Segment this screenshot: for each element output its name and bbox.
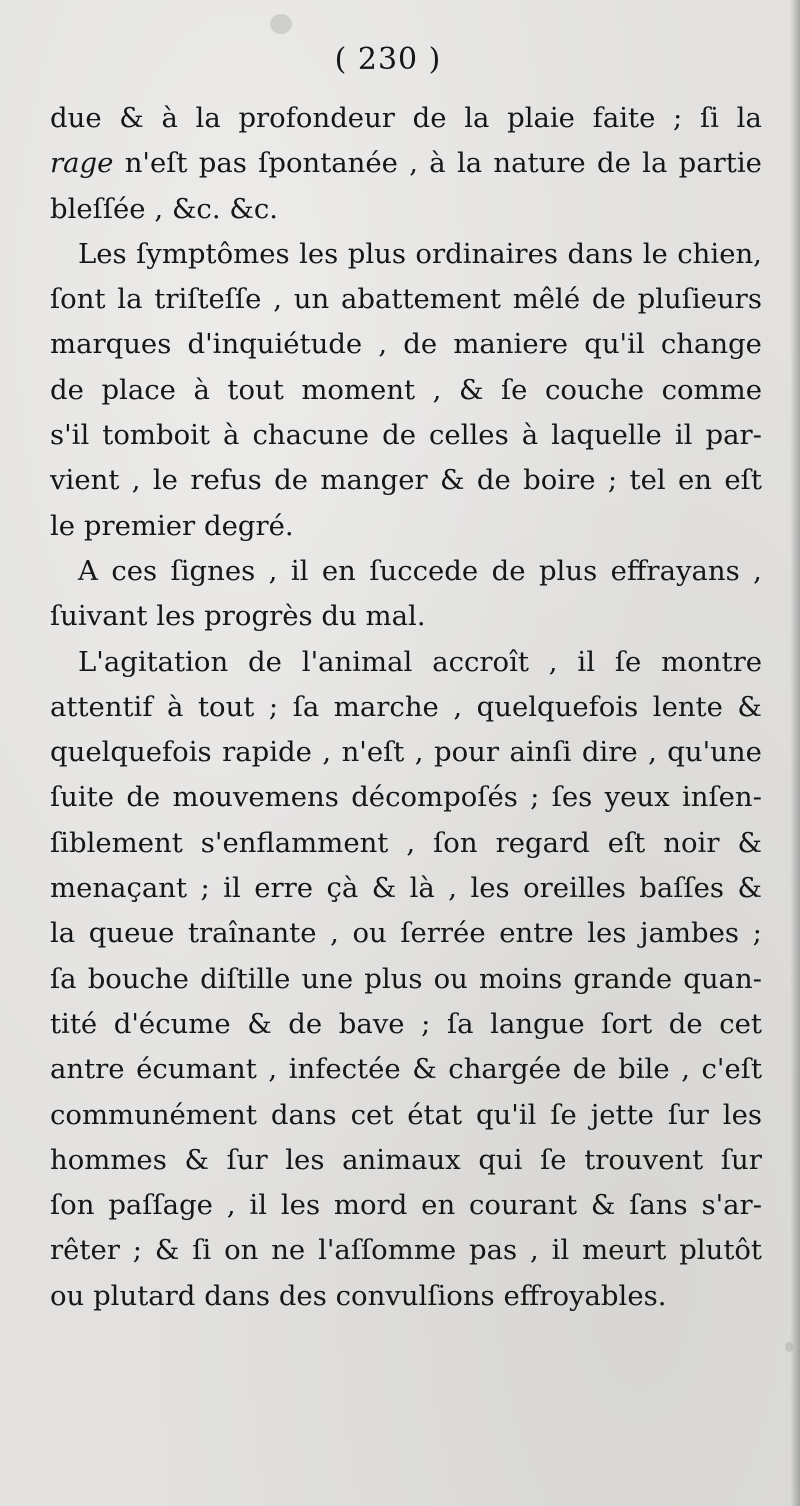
text-word: de	[491, 554, 526, 587]
text-word: l'animal	[301, 645, 413, 678]
text-word: &	[184, 1143, 209, 1176]
text-line	[50, 549, 762, 594]
text-line	[50, 775, 762, 820]
text-word: Les	[78, 237, 127, 270]
text-word: couche	[544, 373, 645, 406]
text-word: ne	[271, 1234, 306, 1267]
text-word: il	[249, 1189, 268, 1222]
text-word: refus	[190, 464, 262, 497]
text-word: ,	[409, 147, 418, 180]
text-word: &	[737, 872, 762, 905]
text-word: ſuccede	[369, 554, 479, 587]
text-word: faite	[592, 102, 656, 134]
text-word: ,	[548, 645, 558, 678]
text-word: plus	[538, 554, 598, 587]
text-word: quan-	[683, 962, 762, 995]
text-word: ,	[378, 328, 388, 361]
text-word: attentif	[50, 690, 153, 723]
text-word: vient	[50, 464, 120, 497]
text-word: qui	[478, 1143, 523, 1176]
text-word: état	[407, 1098, 463, 1131]
text-word: mal.	[365, 600, 426, 633]
text-word: paſſage	[108, 1189, 213, 1222]
text-word: pas	[469, 1234, 518, 1267]
text-word: ſon	[433, 826, 478, 859]
text-word: de	[591, 283, 626, 316]
text-word: ſur	[720, 1143, 762, 1176]
text-word: jette	[590, 1098, 654, 1131]
text-line	[50, 504, 762, 549]
paper-spot	[270, 14, 292, 34]
text-word: dans	[204, 1279, 271, 1312]
text-word: on	[224, 1234, 259, 1267]
text-word: moment	[301, 373, 416, 406]
text-word: laquelle	[551, 419, 662, 452]
text-word: ſa	[447, 1007, 474, 1040]
text-word: ſymptômes	[136, 237, 290, 270]
text-word: effrayans	[610, 554, 740, 587]
text-word: ſe	[550, 1098, 577, 1131]
text-word: eſt	[607, 826, 646, 859]
text-word: entre	[499, 917, 574, 950]
text-word: yeux	[604, 781, 670, 814]
text-word: les	[285, 1143, 325, 1176]
text-word: abattement	[341, 283, 501, 316]
text-line	[50, 1002, 762, 1047]
text-word: &	[247, 1007, 272, 1040]
text-word: de	[403, 328, 438, 361]
text-word: à	[161, 102, 178, 134]
text-word: dire	[581, 736, 638, 769]
text-word: ,	[268, 554, 278, 587]
text-word: regard	[495, 826, 590, 859]
text-line	[50, 368, 762, 413]
text-word: ſerrée	[400, 917, 486, 950]
text-word: &	[119, 102, 144, 134]
text-word: ſi	[700, 102, 719, 134]
text-word: &	[412, 1053, 437, 1086]
text-word: ,	[226, 1189, 236, 1222]
text-word: ſur	[226, 1143, 268, 1176]
text-word: langue	[490, 1007, 585, 1040]
text-word: diſtille	[200, 962, 291, 995]
text-word: erre	[254, 872, 314, 905]
text-word: ſa	[292, 690, 320, 723]
text-word: un	[293, 283, 330, 316]
text-word: ſort	[601, 1007, 653, 1040]
text-word: ou	[50, 1279, 85, 1312]
text-word: de	[248, 645, 282, 678]
text-word: d'écume	[113, 1007, 231, 1040]
text-word: traînante	[187, 917, 317, 950]
text-line	[50, 640, 762, 685]
text-word: bave	[338, 1007, 405, 1040]
text-word: L'agitation	[78, 645, 229, 678]
text-word: à	[521, 419, 539, 452]
text-word: rêter	[50, 1234, 120, 1267]
text-word: tout	[197, 690, 255, 723]
text-word: cet	[350, 1098, 394, 1131]
text-word: ſe	[500, 373, 528, 406]
text-word: la	[195, 102, 221, 134]
text-word: ;	[200, 872, 210, 905]
text-word: tel	[629, 464, 666, 497]
text-word: plus	[347, 237, 406, 270]
text-word: en	[678, 464, 713, 497]
text-word: de	[288, 1007, 323, 1040]
text-word: boire	[523, 464, 596, 497]
text-word: queue	[88, 917, 175, 950]
text-word: de	[476, 464, 511, 497]
text-word: grande	[573, 962, 673, 995]
text-word: ,	[530, 1234, 539, 1267]
text-word: ,	[753, 554, 762, 587]
text-word: il	[290, 554, 309, 587]
text-line	[50, 1183, 762, 1228]
page-number: ( 230 )	[334, 42, 442, 77]
text-word: ſpontanée	[258, 147, 398, 180]
text-word: la	[736, 102, 762, 134]
text-word: écumant	[136, 1053, 257, 1086]
text-word: ainſi	[509, 736, 572, 769]
text-word: tout	[227, 373, 284, 406]
text-word: marques	[50, 328, 172, 361]
text-word: ſont	[50, 283, 106, 316]
text-word: convulſions	[335, 1279, 495, 1312]
text-word: comme	[661, 373, 762, 406]
text-word: effroyables.	[503, 1279, 667, 1312]
text-word: à	[429, 147, 446, 180]
text-word: ſuite	[50, 781, 115, 814]
text-word: en	[421, 1189, 456, 1222]
text-word: inſen-	[681, 781, 762, 814]
text-word: ;	[673, 102, 683, 134]
text-word: le	[50, 509, 76, 542]
text-line	[50, 1138, 762, 1183]
text-word: due	[50, 102, 102, 134]
text-word: les	[156, 600, 196, 633]
text-word: ſe	[614, 645, 642, 678]
text-word: de	[412, 102, 447, 134]
text-word: de	[572, 1053, 607, 1086]
text-word: degré.	[204, 509, 294, 542]
text-word: oreilles	[523, 872, 626, 905]
text-word: ;	[132, 1234, 143, 1267]
text-word: quelquefois	[476, 690, 639, 723]
text-word: ,	[453, 690, 463, 723]
text-word: ;	[530, 781, 540, 814]
text-word: progrès	[204, 600, 313, 633]
text-word: les	[299, 237, 339, 270]
text-word: de	[382, 419, 416, 452]
text-word: ſuivant	[50, 600, 148, 633]
text-word: ſa	[50, 962, 77, 995]
text-word: &	[458, 373, 484, 406]
text-word: de	[274, 464, 309, 497]
text-word: à	[193, 373, 210, 406]
text-word: la	[464, 102, 490, 134]
text-word: ,	[154, 192, 164, 225]
text-word: bile	[618, 1053, 670, 1086]
text-word: &	[371, 872, 397, 905]
text-line	[50, 821, 762, 866]
text-line	[50, 413, 762, 458]
text-word: ,	[322, 736, 332, 769]
paper-spot	[785, 1342, 793, 1352]
text-word: les	[470, 872, 510, 905]
text-word: ou	[352, 917, 387, 950]
text-word: quelquefois	[50, 736, 212, 769]
text-word: animaux	[342, 1143, 461, 1176]
text-word: ;	[607, 464, 618, 497]
text-word: mord	[333, 1189, 408, 1222]
text-word: bouche	[87, 962, 189, 995]
text-word: ,	[330, 917, 339, 950]
text-word: lente	[652, 690, 723, 723]
text-word: le	[152, 464, 178, 497]
text-word: de	[126, 781, 161, 814]
text-word: rage	[50, 147, 114, 180]
text-line	[50, 866, 762, 911]
text-word: cet	[719, 1007, 762, 1040]
text-word: premier	[83, 509, 196, 542]
text-word: de	[668, 1007, 703, 1040]
text-line	[50, 232, 762, 277]
text-word: décompoſés	[351, 781, 518, 814]
text-line	[50, 594, 762, 639]
text-word: s'enflamment	[200, 826, 389, 859]
text-word: en	[321, 554, 356, 587]
text-word: chacune	[252, 419, 370, 452]
text-word: ,	[268, 1053, 278, 1086]
text-word: de	[50, 373, 84, 406]
text-word: ,	[448, 872, 458, 905]
text-word: &c.	[229, 192, 278, 225]
text-word: maniere	[453, 328, 569, 361]
text-word: &	[590, 1189, 616, 1222]
text-word: s'ar-	[701, 1189, 762, 1222]
text-word: il	[223, 872, 241, 905]
text-word: la	[50, 917, 76, 950]
text-word: ſe	[540, 1143, 567, 1176]
text-word: &c.	[171, 192, 221, 225]
text-line	[50, 1093, 762, 1138]
text-word: ſiblement	[50, 826, 183, 859]
text-word: la	[642, 147, 668, 180]
text-line	[50, 911, 762, 956]
text-word: communément	[50, 1098, 257, 1131]
text-word: &	[737, 826, 762, 859]
text-word: çà	[326, 872, 359, 905]
text-word: change	[660, 328, 762, 361]
text-word: plaie	[507, 102, 575, 134]
text-word: la	[117, 283, 143, 316]
text-line	[50, 187, 762, 232]
body-text	[50, 96, 762, 1319]
text-word: ſes	[551, 781, 593, 814]
text-word: n'eſt	[124, 147, 188, 180]
text-line	[50, 1047, 762, 1092]
text-word: &	[737, 690, 762, 723]
text-word: une	[301, 962, 354, 995]
text-word: l'aſſomme	[318, 1234, 457, 1267]
text-word: ſon	[50, 1189, 95, 1222]
text-word: antre	[50, 1053, 125, 1086]
text-word: ,	[681, 1053, 690, 1086]
text-word: ,	[414, 736, 424, 769]
text-word: c'eſt	[701, 1053, 762, 1086]
text-word: des	[278, 1279, 327, 1312]
text-word: nature	[493, 147, 586, 180]
text-word: plus	[364, 962, 423, 995]
text-word: la	[456, 147, 483, 180]
text-word: pluſieurs	[637, 283, 762, 316]
text-word: A	[78, 554, 98, 587]
text-word: moins	[479, 962, 563, 995]
text-word: il	[577, 645, 595, 678]
text-word: &	[154, 1234, 180, 1267]
text-word: ces	[111, 554, 158, 587]
text-word: rapide	[222, 736, 312, 769]
text-word: chargée	[448, 1053, 562, 1086]
text-word: jambes	[640, 917, 740, 950]
text-word: &	[440, 464, 465, 497]
text-word: ou	[433, 962, 468, 995]
text-word: n'eſt	[341, 736, 405, 769]
text-word: courant	[469, 1189, 578, 1222]
text-line	[50, 685, 762, 730]
text-word: qu'une	[667, 736, 762, 769]
text-word: meurt	[582, 1234, 667, 1267]
text-word: dans	[270, 1098, 337, 1131]
text-word: du	[321, 600, 357, 633]
text-word: ſi	[192, 1234, 212, 1267]
text-word: ſans	[629, 1189, 688, 1222]
text-word: marche	[333, 690, 439, 723]
text-word: d'inquiétude	[187, 328, 363, 361]
text-word: manger	[320, 464, 428, 497]
text-word: ;	[268, 690, 279, 723]
text-word: ,	[648, 736, 657, 769]
text-word: hommes	[50, 1143, 167, 1176]
text-word: qu'il	[584, 328, 645, 361]
text-word: chien,	[677, 237, 762, 270]
page-edge-shadow	[790, 0, 800, 1506]
text-word: infectée	[288, 1053, 401, 1086]
text-word: ;	[752, 917, 762, 950]
text-word: les	[722, 1098, 762, 1131]
text-word: pour	[434, 736, 500, 769]
text-word: eſt	[724, 464, 762, 497]
text-line	[50, 1228, 762, 1273]
text-word: plutôt	[679, 1234, 762, 1267]
text-word: accroît	[432, 645, 529, 678]
text-line	[50, 277, 762, 322]
text-line	[50, 322, 762, 367]
text-line	[50, 96, 762, 141]
text-word: les	[280, 1189, 321, 1222]
text-word: là	[409, 872, 435, 905]
text-word: pas	[198, 147, 247, 180]
text-word: place	[101, 373, 176, 406]
text-word: tité	[50, 1007, 98, 1040]
text-word: menaçant	[50, 872, 188, 905]
text-word: s'il	[50, 419, 90, 452]
text-word: tomboit	[102, 419, 210, 452]
text-word: de	[597, 147, 631, 180]
text-line	[50, 458, 762, 503]
text-word: à	[167, 690, 184, 723]
text-word: ,	[131, 464, 141, 497]
text-word: ,	[406, 826, 416, 859]
text-word: montre	[661, 645, 762, 678]
text-word: plutard	[93, 1279, 196, 1312]
text-line	[50, 730, 762, 775]
text-word: il	[674, 419, 693, 452]
text-line	[50, 1274, 762, 1319]
text-line	[50, 141, 762, 186]
text-word: ;	[421, 1007, 431, 1040]
text-word: dans	[567, 237, 634, 270]
text-word: ſignes	[170, 554, 256, 587]
text-word: les	[587, 917, 627, 950]
text-word: il	[551, 1234, 570, 1267]
text-word: le	[642, 237, 668, 270]
text-word: mouvemens	[172, 781, 339, 814]
text-line	[50, 957, 762, 1002]
text-word: ,	[432, 373, 442, 406]
text-word: par-	[705, 419, 762, 452]
text-word: qu'il	[475, 1098, 537, 1131]
text-word: ordinaires	[415, 237, 558, 270]
text-word: profondeur	[238, 102, 395, 134]
text-word: à	[223, 419, 240, 452]
text-word: ,	[273, 283, 282, 316]
text-word: triſteſſe	[154, 283, 262, 316]
text-word: baſſes	[639, 872, 725, 905]
text-word: trouvent	[584, 1143, 704, 1176]
text-word: ſur	[667, 1098, 709, 1131]
text-word: celles	[429, 419, 509, 452]
text-word: partie	[678, 147, 762, 180]
text-word: noir	[663, 826, 720, 859]
text-word: bleſſée	[50, 192, 146, 225]
text-word: mêlé	[512, 283, 581, 316]
